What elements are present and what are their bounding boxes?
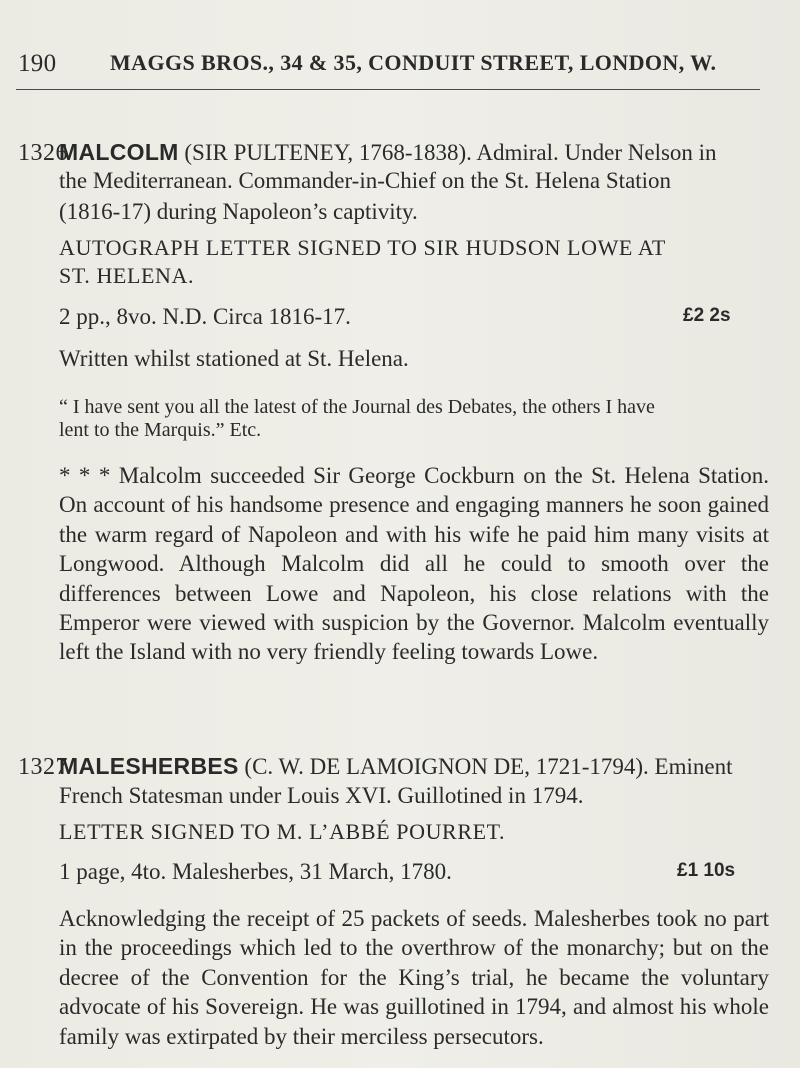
lot-heading	[59, 138, 799, 167]
lot-number: 1326	[18, 140, 68, 166]
lot-commentary: Acknowledging the receipt of 25 packets of seeds. Malesherbes took no part in the proceedings which led to the overthrow of the monarchy; but on the decree of the Convention for the King’s trial, he became the voluntary advocate of his Sovereign. He was guillotined in 1794, and almost his whole family was extirpated by their merciless persecutors.	[59, 906, 769, 1049]
item-quote: lent to the Marquis.” Etc.	[59, 419, 262, 441]
page-header	[18, 50, 778, 88]
lot-number: 1327	[18, 754, 68, 780]
item-details: 1 page, 4to. Malesherbes, 31 March, 1780.	[59, 859, 452, 884]
item-quote: “ I have sent you all the latest of the Journal des Debates, the others I have	[59, 396, 655, 418]
item-description: ST. HELENA.	[59, 263, 195, 288]
lot-intro-line: the Mediterranean. Commander-in-Chief on the St. Helena Station	[59, 168, 672, 193]
item-description: AUTOGRAPH LETTER SIGNED TO SIR HUDSON LOWE AT	[59, 235, 666, 260]
item-details: 2 pp., 8vo. N.D. Circa 1816-17.	[59, 304, 351, 329]
lot-heading	[59, 752, 799, 781]
price: £1 10s	[677, 860, 736, 881]
lot-intro-line: (1816-17) during Napoleon’s captivity.	[59, 199, 418, 224]
running-title: MAGGS BROS., 34 & 35, CONDUIT STREET, LONDON, W.	[110, 50, 717, 75]
lot-intro-line: French Statesman under Louis XVI. Guillotined in 1794.	[59, 783, 584, 808]
item-description: LETTER SIGNED TO M. L’ABBÉ POURRET.	[59, 819, 506, 844]
price: £2 2s	[683, 305, 731, 326]
lot-commentary: * * * Malcolm succeeded Sir George Cockburn on the St. Helena Station. On account of his handsome presence and engaging manners he soon gained the warm regard of Napoleon and with his wife he paid him many visits at Longwood. Although Malcolm did all he could to smooth over the differences between Lowe and Napoleon, his close relations with the Emperor were viewed with suspicion by the Governor. Malcolm eventually left the Island with no very friendly feeling towards Lowe.	[59, 463, 769, 665]
header-rule	[16, 89, 760, 90]
lot-name: MALCOLM	[59, 139, 179, 165]
lot-name: MALESHERBES	[59, 753, 239, 779]
lot-intro: (C. W. DE LAMOIGNON DE, 1721-1794). Eminent	[238, 754, 733, 779]
page-number: 190	[18, 50, 57, 77]
lot-intro: (SIR PULTENEY, 1768-1838). Admiral. Under Nelson in	[178, 140, 717, 165]
item-note: Written whilst stationed at St. Helena.	[59, 346, 409, 371]
